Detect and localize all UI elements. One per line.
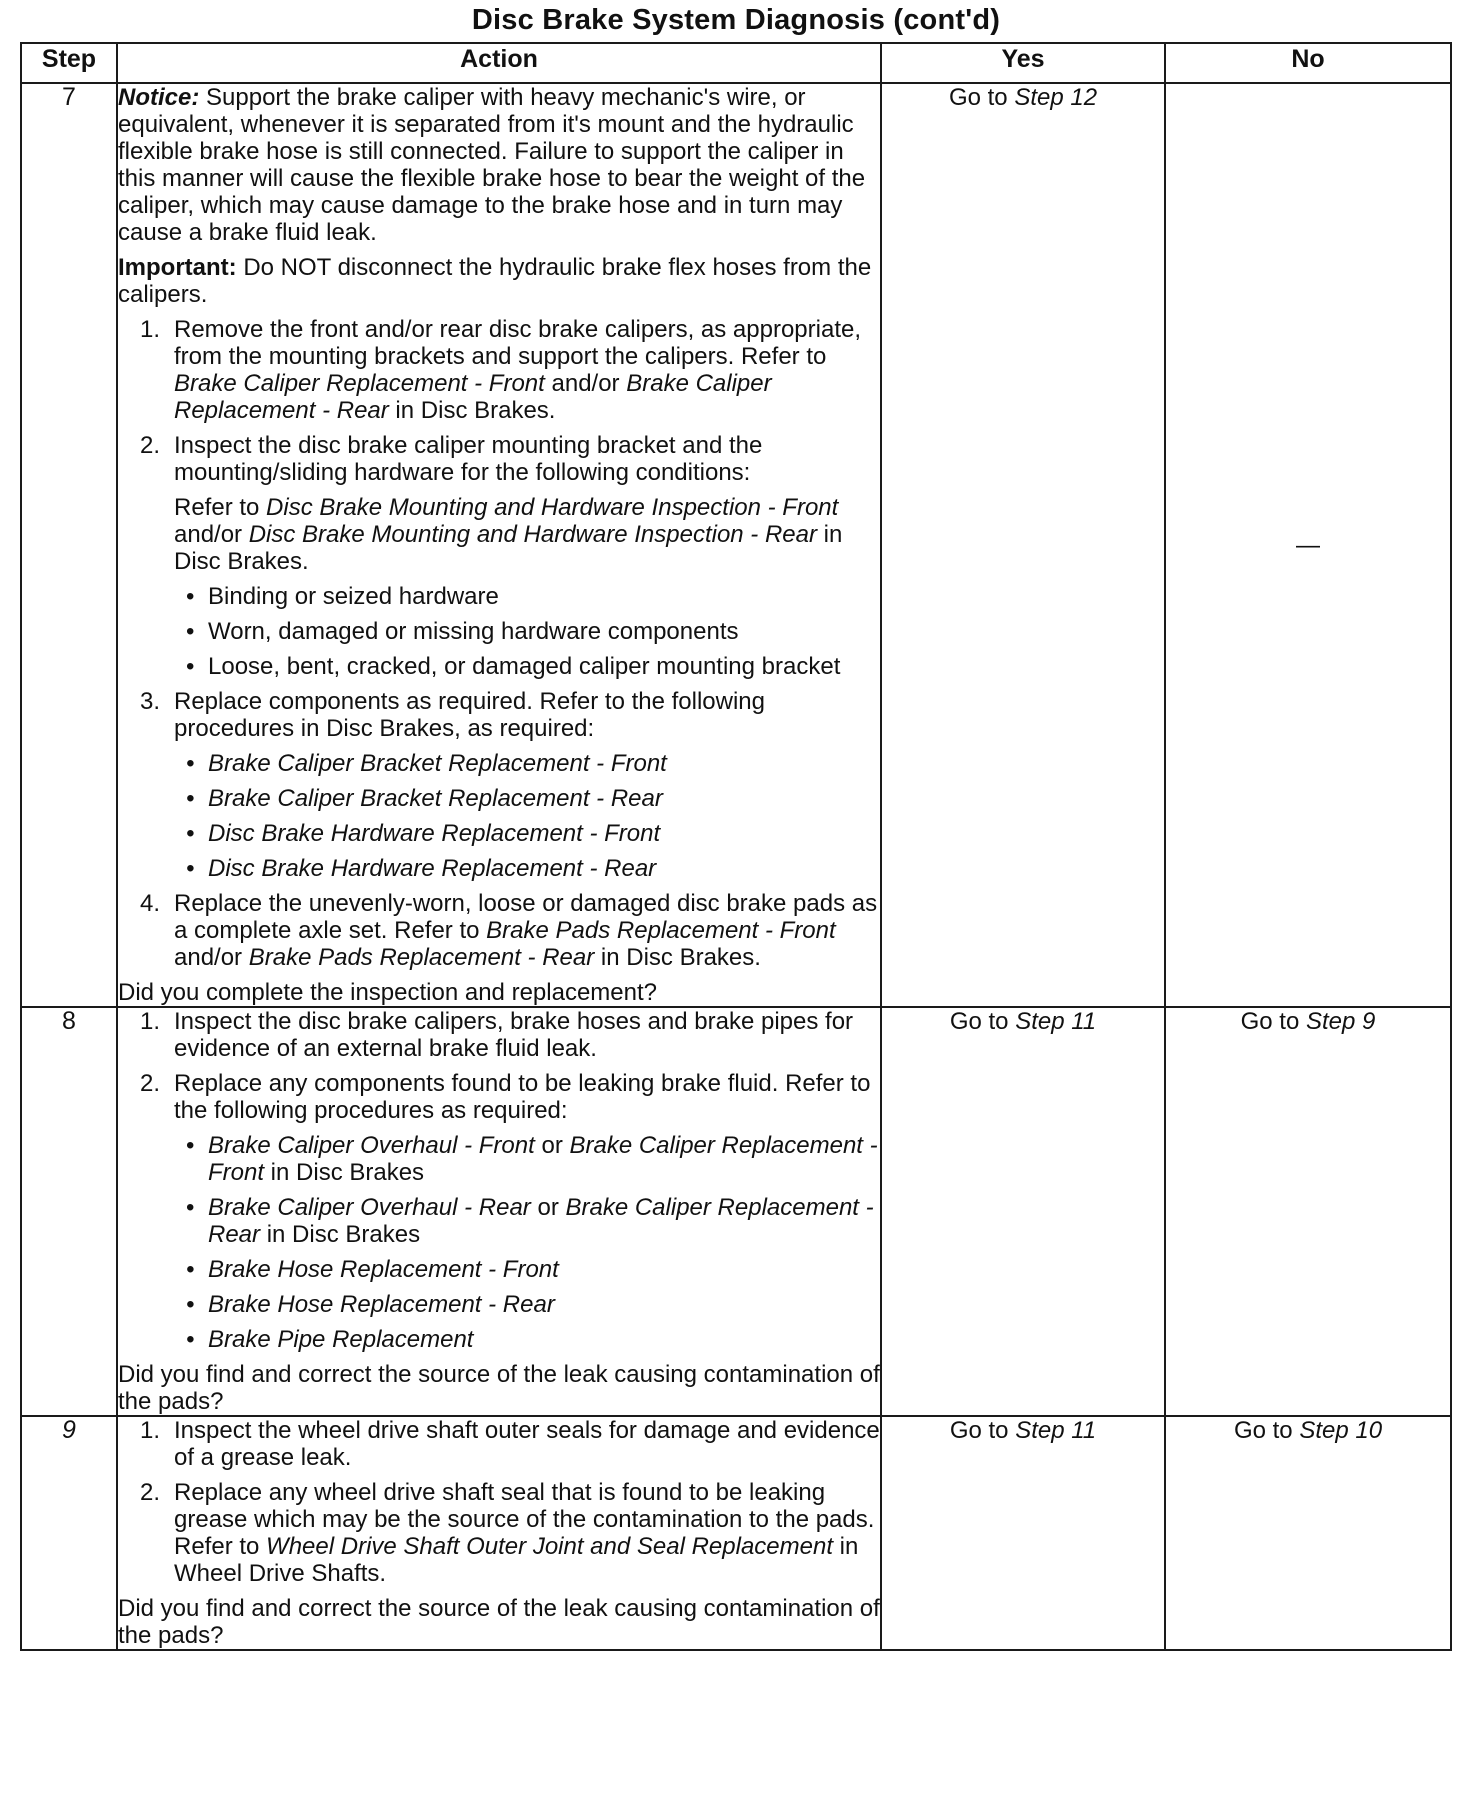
yes-step-link: Step 11 xyxy=(1015,1008,1097,1035)
page-title: Disc Brake System Diagnosis (cont'd) xyxy=(471,4,1001,36)
procedure-step xyxy=(118,1008,880,1062)
important-text: Do NOT disconnect the hydraulic brake flex hoses from the calipers. xyxy=(118,254,872,308)
procedure-text: in Wheel Drive Shafts. xyxy=(174,1533,859,1587)
action-cell xyxy=(117,83,881,1007)
procedure-reference: Brake Caliper Overhaul - Front xyxy=(208,1132,535,1159)
no-prefix: Go to xyxy=(1240,1008,1306,1035)
list-item xyxy=(118,1194,880,1248)
list-item: • Binding or seized hardware xyxy=(118,583,880,610)
list-item: • Brake Pipe Replacement xyxy=(118,1326,880,1353)
procedure-step xyxy=(118,1417,880,1471)
step-index: 2. xyxy=(140,1070,161,1097)
step-number: 7 xyxy=(21,83,117,1007)
procedure-step xyxy=(118,688,880,742)
question-text: Did you find and correct the source of the leak causing contamination of the pads? xyxy=(118,1361,880,1415)
yes-prefix: Go to xyxy=(949,1417,1016,1444)
step-index: 1. xyxy=(140,316,161,343)
important-paragraph xyxy=(118,254,880,308)
yes-cell xyxy=(881,83,1165,1007)
procedure-step xyxy=(118,1479,880,1587)
step-number: 8 xyxy=(21,1007,117,1416)
procedure-reference: Brake Pads Replacement - Front xyxy=(486,917,836,944)
list-item: • Brake Hose Replacement - Rear xyxy=(118,1291,880,1318)
procedure-text: Replace any wheel drive shaft seal that is found to be leaking grease which may be the source of the contamination to the pads. Refer to xyxy=(174,1479,875,1560)
procedure-text: Refer to xyxy=(174,494,267,521)
procedure-reference: Brake Caliper Replacement - Front xyxy=(208,1132,878,1186)
list-item: • Brake Caliper Bracket Replacement - Front xyxy=(118,750,880,777)
yes-prefix: Go to xyxy=(948,84,1015,111)
question-text: Did you find and correct the source of the leak causing contamination of the pads? xyxy=(118,1595,880,1649)
action-column-header: Action xyxy=(117,43,881,83)
procedure-text: Replace components as required. Refer to the following procedures in Disc Brakes, as required: xyxy=(174,688,765,742)
procedure-text: Inspect the disc brake caliper mounting bracket and the mounting/sliding hardware for the following conditions: xyxy=(174,432,763,486)
notice-text: Support the brake caliper with heavy mechanic's wire, or equivalent, whenever it is separated from it's mount and the hydraulic flexible brake hose is still connected. Failure to support the caliper in this manner will cause the flexible brake hose to bear the weight of the caliper, which may cause damage to the brake hose and in turn may cause a brake fluid leak. xyxy=(118,84,866,246)
procedure-step xyxy=(118,890,880,971)
procedure-reference: Disc Brake Mounting and Hardware Inspection - Rear xyxy=(248,521,817,548)
yes-prefix: Go to xyxy=(949,1008,1016,1035)
procedure-step xyxy=(118,316,880,424)
procedure-text: in Disc Brakes. xyxy=(174,521,843,575)
procedure-reference: Brake Caliper Replacement - Front xyxy=(174,370,545,397)
procedure-text: Replace the unevenly-worn, loose or damaged disc brake pads as a complete axle set. Refer to xyxy=(174,890,878,944)
no-cell xyxy=(1165,1007,1451,1416)
table-header-row xyxy=(21,43,1451,83)
yes-cell xyxy=(881,1007,1165,1416)
step-column-header: Step xyxy=(21,43,117,83)
yes-step-link: Step 12 xyxy=(1014,84,1098,111)
procedure-text: and/or xyxy=(174,521,249,548)
question-text: Did you complete the inspection and replacement? xyxy=(118,979,657,1006)
procedure-text: Remove the front and/or rear disc brake calipers, as appropriate, from the mounting brackets and support the calipers. Refer to xyxy=(174,316,862,370)
table-row xyxy=(21,1416,1451,1650)
yes-cell xyxy=(881,1416,1165,1650)
no-step-link: Step 9 xyxy=(1305,1008,1376,1035)
no-column-header: No xyxy=(1165,43,1451,83)
list-item: • Disc Brake Hardware Replacement - Front xyxy=(118,820,880,847)
procedure-reference: Brake Pads Replacement - Rear xyxy=(248,944,595,971)
no-prefix: Go to xyxy=(1233,1417,1300,1444)
important-label: Important: xyxy=(118,254,237,281)
procedure-reference: Brake Caliper Replacement - Rear xyxy=(208,1194,874,1248)
step-number: 9 xyxy=(21,1416,117,1650)
procedure-text: in Disc Brakes. xyxy=(594,944,761,971)
procedure-text: Inspect the disc brake calipers, brake hoses and brake pipes for evidence of an external brake fluid leak. xyxy=(174,1008,854,1062)
procedure-reference: Brake Caliper Replacement - Rear xyxy=(174,370,772,424)
step-index: 1. xyxy=(140,1417,161,1444)
no-cell xyxy=(1165,83,1451,1007)
procedure-reference: Wheel Drive Shaft Outer Joint and Seal Replacement xyxy=(266,1533,833,1560)
procedure-text: Replace any components found to be leaking brake fluid. Refer to the following procedures as required: xyxy=(174,1070,871,1124)
procedure-text: or xyxy=(530,1194,566,1221)
list-item xyxy=(118,1132,880,1186)
step-index: 1. xyxy=(140,1008,161,1035)
list-item: • Worn, damaged or missing hardware components xyxy=(118,618,880,645)
diagnosis-table xyxy=(20,42,1452,1651)
table-row xyxy=(21,1007,1451,1416)
list-item: • Brake Caliper Bracket Replacement - Rear xyxy=(118,785,880,812)
procedure-text: Inspect the wheel drive shaft outer seals for damage and evidence of a grease leak. xyxy=(174,1417,880,1471)
yes-step-link: Step 11 xyxy=(1015,1417,1097,1444)
table-row xyxy=(21,83,1451,1007)
list-item: • Disc Brake Hardware Replacement - Rear xyxy=(118,855,880,882)
procedure-reference: Disc Brake Mounting and Hardware Inspection - Front xyxy=(266,494,839,521)
action-cell xyxy=(117,1416,881,1650)
procedure-text: in Disc Brakes xyxy=(264,1159,425,1186)
no-step-link: Step 10 xyxy=(1299,1417,1383,1444)
no-dash: — xyxy=(1296,531,1320,559)
refer-paragraph xyxy=(174,494,880,575)
procedure-text: in Disc Brakes. xyxy=(388,397,556,424)
procedure-text: in Disc Brakes xyxy=(260,1221,421,1248)
list-item: • Brake Hose Replacement - Front xyxy=(118,1256,880,1283)
step-index: 2. xyxy=(140,432,161,459)
yes-column-header: Yes xyxy=(881,43,1165,83)
procedure-text: and/or xyxy=(174,944,249,971)
procedure-text: or xyxy=(534,1132,570,1159)
list-item: • Loose, bent, cracked, or damaged caliper mounting bracket xyxy=(118,653,880,680)
step-index: 2. xyxy=(140,1479,161,1506)
step-index: 4. xyxy=(140,890,161,917)
procedure-step xyxy=(118,1070,880,1124)
procedure-text: and/or xyxy=(544,370,627,397)
procedure-reference: Brake Caliper Overhaul - Rear xyxy=(208,1194,531,1221)
action-cell xyxy=(117,1007,881,1416)
no-cell xyxy=(1165,1416,1451,1650)
notice-label: Notice: xyxy=(118,84,200,111)
procedure-step xyxy=(118,432,880,486)
notice-paragraph xyxy=(118,84,880,246)
step-index: 3. xyxy=(140,688,161,715)
